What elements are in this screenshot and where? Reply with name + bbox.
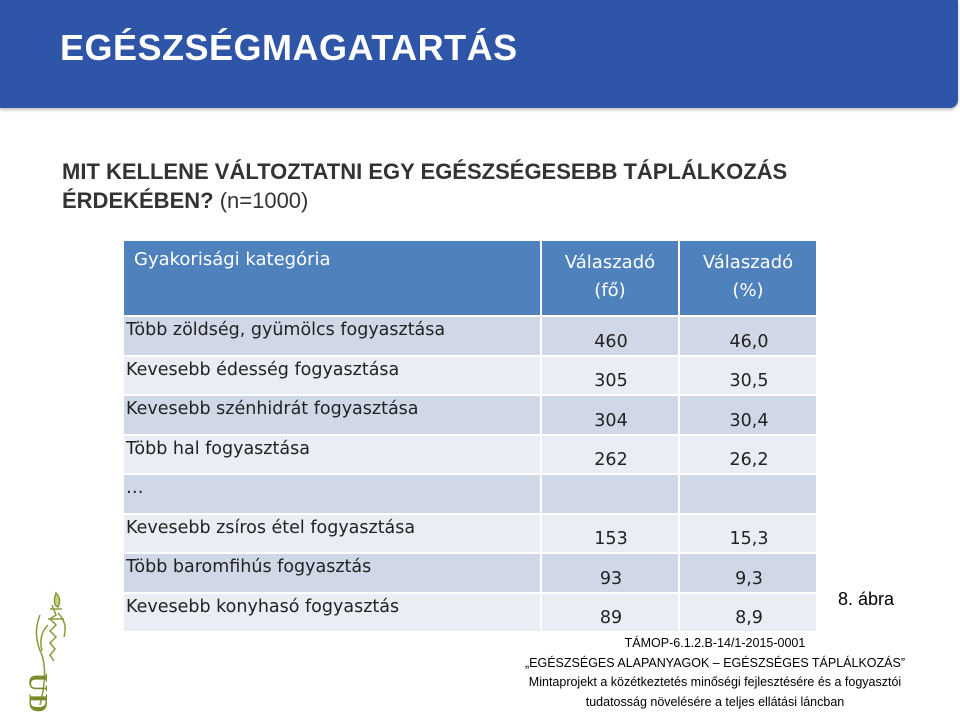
cell-category: Több hal fogyasztása [123,435,541,475]
header-category: Gyakorisági kategória [123,240,541,316]
subtitle [62,157,882,215]
logo-text: UD [23,673,53,715]
table-row [123,514,817,554]
cell-category: … [123,474,541,514]
footer [505,634,925,712]
table-header-row [123,240,817,316]
cell-count: 305 [541,356,679,396]
cell-count: 153 [541,514,679,554]
cell-category: Több zöldség, gyümölcs fogyasztása [123,316,541,356]
table-row [123,395,817,435]
cell-percent: 8,9 [679,593,817,633]
figure-label: 8. ábra [838,589,895,609]
table-row [123,435,817,475]
data-table [122,239,818,633]
table-row [123,316,817,356]
cell-count: 89 [541,593,679,633]
footer-description-line2: tudatosság növelésére a teljes ellátási láncban [585,694,845,709]
cell-count: 262 [541,435,679,475]
table-row [123,474,817,514]
subtitle-sample-size: (n=1000) [213,188,309,213]
cell-percent: 15,3 [679,514,817,554]
footer-project-code: TÁMOP-6.1.2.B-14/1-2015-0001 [624,636,806,650]
cell-category: Több baromfihús fogyasztás [123,553,541,593]
header-count: Válaszadó (fő) [541,240,679,316]
cell-category: Kevesebb szénhidrát fogyasztása [123,395,541,435]
cell-percent: 30,5 [679,356,817,396]
footer-project-title: „EGÉSZSÉGES ALAPANYAGOK – EGÉSZSÉGES TÁPLÁLKOZÁS” [525,655,905,670]
table-row [123,593,817,633]
university-crest-icon [18,585,78,715]
subtitle-question: MIT KELLENE VÁLTOZTATNI EGY EGÉSZSÉGESEBB TÁPLÁLKOZÁS ÉRDEKÉBEN? [62,159,788,213]
cell-count: 93 [541,553,679,593]
footer-description-line1: Mintaprojekt a közétkeztetés minőségi fejlesztésére és a fogyasztói [528,675,902,689]
cell-category: Kevesebb édesség fogyasztása [123,356,541,396]
header-percent: Válaszadó (%) [679,240,817,316]
cell-count [541,474,679,514]
cell-percent [679,474,817,514]
cell-percent: 46,0 [679,316,817,356]
cell-category: Kevesebb zsíros étel fogyasztása [123,514,541,554]
table-row [123,356,817,396]
cell-percent: 9,3 [679,553,817,593]
cell-category: Kevesebb konyhasó fogyasztás [123,593,541,633]
cell-percent: 30,4 [679,395,817,435]
cell-percent: 26,2 [679,435,817,475]
cell-count: 304 [541,395,679,435]
page-title: EGÉSZSÉGMAGATARTÁS [60,27,518,68]
cell-count: 460 [541,316,679,356]
table-row [123,553,817,593]
